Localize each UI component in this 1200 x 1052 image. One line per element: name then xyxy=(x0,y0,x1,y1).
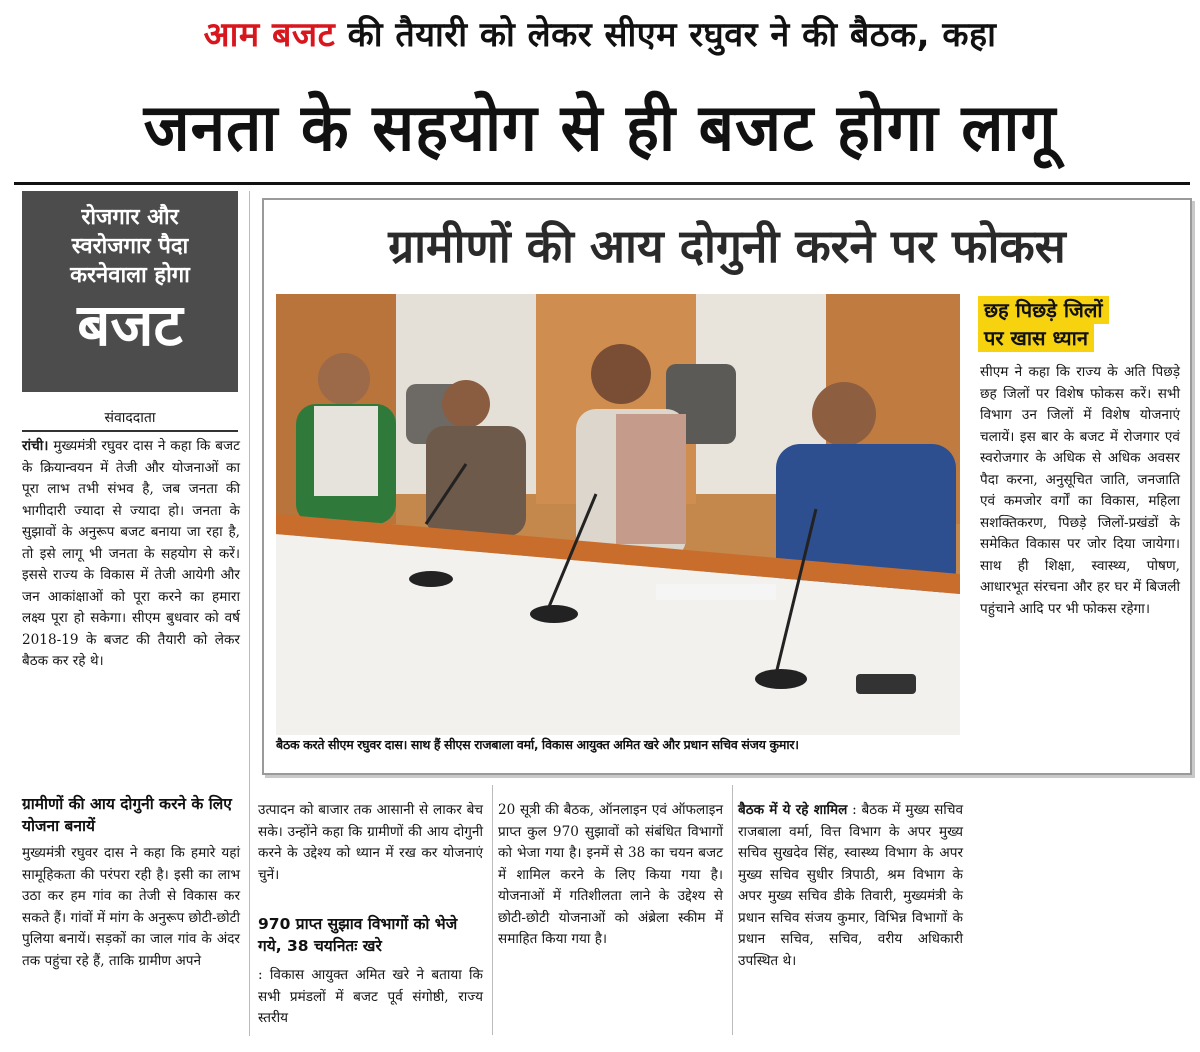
photo-caption: बैठक करते सीएम रघुवर दास। साथ हैं सीएस राजबाला वर्मा, विकास आयुक्त अमित खरे और प्रधान सचिव संजय कुमार। xyxy=(276,737,799,752)
kicker-headline xyxy=(0,10,1200,56)
sidebar-highlight-box xyxy=(22,191,238,392)
column-2-subhead: 970 प्राप्त सुझाव विभागों को भेजे गये, 38 चयनितः खरे xyxy=(258,915,458,955)
column-4-body: : बैठक में मुख्य सचिव राजबाला वर्मा, वित्त विभाग के अपर मुख्य सचिव सुखदेव सिंह, स्वास्थ्य विभाग के अपर मुख्य सचिव सुधीर त्रिपाठी, श्रम विभाग के अपर मुख्य सचिव डीके तिवारी, मुख्यमंत्री के प्रधान सचिव संजय कुमार, विभिन्न विभागों के प्रधान सचिव, सचिव, वरीय अधिकारी उपस्थित थे। xyxy=(738,802,964,969)
column-1-body-2: मुख्यमंत्री रघुवर दास ने कहा कि हमारे यहां सामूहिकता की परंपरा रही है। इसी का लाभ उठा कर हम गांव का तेजी से विकास कर सकते हैं। गांवों में मांग के अनुरूप छोटी-छोटी पुलिया बनायें। सड़कों का जाल गांव के अंदर तक पहुंचा रहे हैं, ताकि ग्रामीण अपने xyxy=(22,845,240,969)
side-body: सीएम ने कहा कि राज्य के अति पिछड़े छह जिलों पर विशेष फोकस करें। सभी विभाग उन जिलों में विशेष योजनाएं चलायें। इस बार के बजट में रोजगार एवं स्वरोजगार के अधिक से अधिक अवसर पैदा करना, अनुसूचित जाति, जनजाति एवं कमजोर वर्गों का विकास, महिला सशक्तिकरण, पिछड़े जिलों-प्रखंडों के समेकित विकास पर जोर दिया जायेगा। साथ ही शिक्षा, स्वास्थ्य, पोषण, आधारभूत संरचना और हर घर में बिजली पहुंचाने आदि पर भी फोकस रहेगा। xyxy=(980,364,1180,617)
meeting-photo xyxy=(276,294,960,735)
kicker-highlight: आम बजट xyxy=(203,15,336,55)
kicker-text: की तैयारी को लेकर सीएम रघुवर ने की बैठक, कहा xyxy=(335,15,997,55)
dateline: रांची। xyxy=(22,438,49,454)
column-2-body-2: : विकास आयुक्त अमित खरे ने बताया कि सभी प्रमंडलों में बजट पूर्व संगोष्ठी, राज्य स्तरीय xyxy=(258,967,483,1026)
side-subhead-line-1: छह पिछड़े जिलों xyxy=(978,296,1109,324)
article-column-1 xyxy=(22,436,240,673)
column-divider xyxy=(492,785,493,1035)
article-column-2: उत्पादन को बाजार तक आसानी से लाकर बेच सके। उन्होंने कहा कि ग्रामीणों की आय दोगुनी करने के उद्देश्य को ध्यान में रख कर योजनाएं चुनें। xyxy=(258,802,483,883)
column-1-body: मुख्यमंत्री रघुवर दास ने कहा कि बजट के क्रियान्वयन में तेजी और योजनाओं का पूरा लाभ तभी संभव है, जब जनता की भागीदारी ज्यादा से ज्यादा हो। जनता के सुझावों के अनुरूप बजट बनाया जा रहा है, तो इसे लागू भी जनता के सहयोग से करें। इससे राज्य के विकास में तेजी आयेगी और जन आकांक्षाओं को पूरा करने का हमारा लक्ष्य पूरा हो सकेगा। सीएम बुधवार को वर्ष 2018-19 के बजट की तैयारी को लेकर बैठक कर रहे थे। xyxy=(22,438,240,669)
sidebar-line-1: रोजगार और xyxy=(81,205,179,230)
column-1-subhead: ग्रामीणों की आय दोगुनी करने के लिए योजना बनायें xyxy=(22,795,232,835)
side-subhead xyxy=(978,296,1178,352)
article-column-4 xyxy=(738,800,963,972)
sidebar-line-2: स्वरोजगार पैदा xyxy=(71,234,189,259)
column-4-lead: बैठक में ये रहे शामिल xyxy=(738,802,848,818)
sidebar-line-3: करनेवाला होगा xyxy=(70,263,190,288)
sidebar-big-word: बजट xyxy=(77,291,183,359)
byline: संवाददाता xyxy=(104,410,156,426)
meeting-photo-illustration xyxy=(276,294,960,735)
article-column-3: 20 सूत्री की बैठक, ऑनलाइन एवं ऑफलाइन प्राप्त कुल 970 सुझावों को संबंधित विभागों को भेजा गया है। इनमें से 38 का चयन बजट में शामिल करने के लिए किया गया है। योजनाओं में गतिशीलता लाने के उद्देश्य से छोटी-छोटी योजनाओं को अंब्रेला स्कीम में समाहित किया गया है। xyxy=(498,802,723,947)
side-subhead-line-2: पर खास ध्यान xyxy=(978,324,1094,352)
column-divider xyxy=(732,785,733,1035)
column-divider xyxy=(249,191,250,1036)
byline-rule xyxy=(22,430,238,432)
feature-title: ग्रामीणों की आय दोगुनी करने पर फोकस xyxy=(388,219,1066,273)
header-rule xyxy=(14,182,1190,185)
main-headline: जनता के सहयोग से ही बजट होगा लागू xyxy=(143,89,1057,166)
